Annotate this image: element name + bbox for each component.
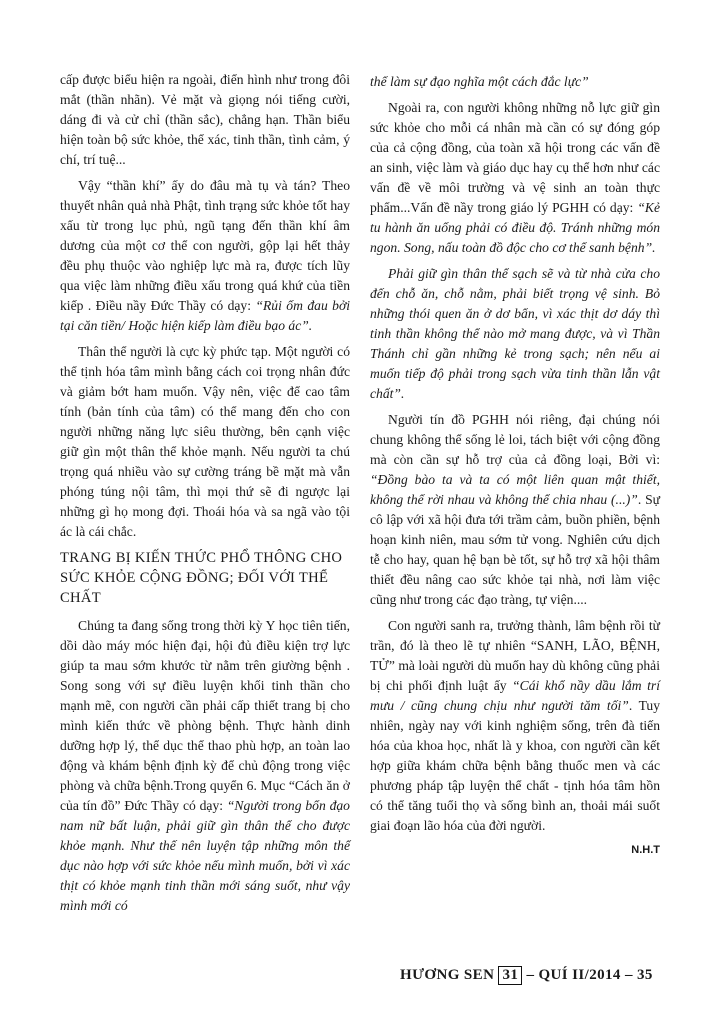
author-signature: N.H.T (631, 844, 660, 856)
section-heading: TRANG BỊ KIẾN THỨC PHỔ THÔNG CHO SỨC KHỎE CỘNG ĐỒNG; ĐỐI VỚI THỂ CHẤT (60, 550, 343, 606)
page-number: 35 (637, 967, 653, 983)
quote-text: “Đồng bào ta và ta có một liên quan mật thiết, không thể rời nhau và không thể chia nhau (...)” (370, 472, 660, 507)
quote-paragraph: Phải giữ gìn thân thể sạch sẽ và từ nhà cửa cho đến chỗ ăn, chỗ nằm, phải biết trọng vệ sinh. Bỏ những thói quen ăn ở dơ bẩn, vì xác thịt dơ dáy thì tinh thần không thể nào mở mang được, và vì Thần Thánh chỉ gần những kẻ trong sạch; nên nếu ai muốn tiếp độ phải trong sạch vừa tinh thần lẫn vật chất”. (370, 266, 660, 401)
paragraph-text: Người tín đồ PGHH nói riêng, đại chúng nói chung không thể sống lẻ loi, tách biệt với cộng đồng mà còn cần sự hỗ trợ của cả đồng loại, Bởi vì: (370, 412, 660, 467)
paragraph-text: . Sự cô lập với xã hội đưa tới trầm cảm, buồn phiền, bệnh hoạn kinh niên, mau sớm tử vong. Nghiên cứu dịch tễ cho hay, quan hệ bạn bè tốt, sự hỗ trợ xã hội thâm thiết đều nâng cao sức khỏe tại nhà, nơi làm việc cũng như trong các đạo tràng, tự viện.... (370, 492, 660, 607)
magazine-name: HƯƠNG SEN (400, 967, 495, 983)
page-footer (400, 966, 690, 985)
left-column (60, 70, 350, 922)
paragraph-text: Trong quyển 6. Mục “Cách ăn ở của tín đồ” Đức Thầy có dạy: (60, 778, 350, 813)
quote-text: “Kẻ tu hành ăn uống phải có điều độ. Tránh những món ngon. Song, nấu toàn đồ độc cho cơ thể sanh bệnh”. (370, 200, 660, 255)
quote-text: “Rủi ốm đau bởi tại căn tiền/ Hoặc hiện kiếp làm điều bạo ác”. (60, 298, 350, 333)
issue-period: – QUÍ II/2014 – (526, 967, 633, 983)
paragraph (60, 616, 350, 916)
paragraph-text: Con người sanh ra, trưởng thành, lâm bệnh rồi từ trần, đó là theo lẽ tự nhiên “SANH, LÃO, BỆNH, TỬ” mà loài người dù muốn hay dù không cũng phải bị chi phối định luật ấy (370, 618, 660, 693)
paragraph-text: Vậy “thần khí” ấy do đâu mà tụ và tán? Theo thuyết nhân quả nhà Phật, tình trạng sức khỏe tốt hay xấu từ trong lục phủ, ngũ tạng đến thần khí âm dương của một cơ thể con người, gộp lại hết thảy đều phụ thuộc vào nghiệp lực mà ra, được tích lũy qua việc làm những điều xấu trong quá khứ của tiền kiếp . Điều nầy Đức Thầy có dạy: (60, 178, 350, 313)
issue-number: 31 (498, 966, 522, 985)
paragraph-text: Ngoài ra, con người không những nỗ lực giữ gìn sức khỏe cho mỗi cá nhân mà cần có sự đóng góp của cả cộng đồng, của toàn xã hội trong các vấn đề an sinh, việc làm và giáo dục hay cụ thể hơn như các vấn đề về môi trường và vệ sinh an toàn thực phẩm...Vấn đề nầy trong giáo lý PGHH có dạy: (370, 100, 660, 215)
paragraph-text: . Tuy nhiên, ngày nay với kinh nghiệm sống, trên đà tiến hóa của khoa học, nhất là y khoa, con người cần kết hợp giữa khám chữa bệnh bằng thuốc men và các phương pháp tập luyện thể chất - tịnh hóa tâm hồn có thể tăng tuổi thọ và sống bình an, thoải mái suốt giai đoạn lão hóa của đời người. (370, 698, 660, 833)
paragraph: cấp được biểu hiện ra ngoài, điển hình như trong đôi mắt (thần nhãn). Vẻ mặt và giọng nói tiếng cười, dáng đi và cử chỉ (thần sắc), chẳng hạn. Thần biểu hiện toàn bộ sức khỏe, thể xác, tinh thần, tình cảm, ý chí, trí tuệ... (60, 72, 350, 167)
paragraph (370, 616, 660, 836)
paragraph (60, 176, 350, 336)
quote-continuation: thể làm sự đạo nghĩa một cách đắc lực” (370, 74, 589, 89)
right-column (370, 72, 660, 856)
quote-text: “Người trong bổn đạo nam nữ bất luận, phải giữ gìn thân thể cho được khỏe mạnh. Như thế nên luyện tập những môn thể dục nào hợp với sức khỏe nếu mình muốn, bởi vì xác thịt có khỏe mạnh tinh thần mới sáng suốt, như vậy mình mới có (60, 798, 350, 913)
paragraph (370, 410, 660, 610)
paragraph (370, 98, 660, 258)
paragraph-text: Chúng ta đang sống trong thời kỳ Y học tiên tiến, dồi dào máy móc hiện đại, hội đủ điều kiện trợ lực giúp ta mau sớm khước từ nằm trên giường bệnh . Song song với sự điều luyện khối tinh thần cho mạnh mẽ, con người cần phải cấp thiết trang bị cho mình kiến thức về phòng bệnh. Thực hành dinh dưỡng hợp lý, thể dục thể thao phù hợp, an toàn lao động và khám bệnh định kỳ để chủ động trong việc phòng và chữa bệnh. (60, 618, 350, 793)
quote-text: “Cái khổ nầy dầu lắm trí mưu / cũng chung chịu như người tăm tối” (370, 678, 660, 713)
paragraph: Thân thể người là cực kỳ phức tạp. Một người có thể tịnh hóa tâm mình bằng cách coi trọng nhân đức và giảm bớt ham muốn. Vậy nên, việc để cao tâm tính (bản tính của tâm) có thể mang đến cho con người những năng lực siêu thường, bên cạnh việc giữ gìn một thân thể khỏe mạnh. Nếu người ta chú trọng quá nhiều vào sự cường tráng bề mặt mà vẫn phóng túng nội tâm, thì mọi thứ sẽ đi ngược lại những gì họ mong đợi. Thoái hóa và sa ngã vào tội ác là cái chắc. (60, 344, 350, 539)
